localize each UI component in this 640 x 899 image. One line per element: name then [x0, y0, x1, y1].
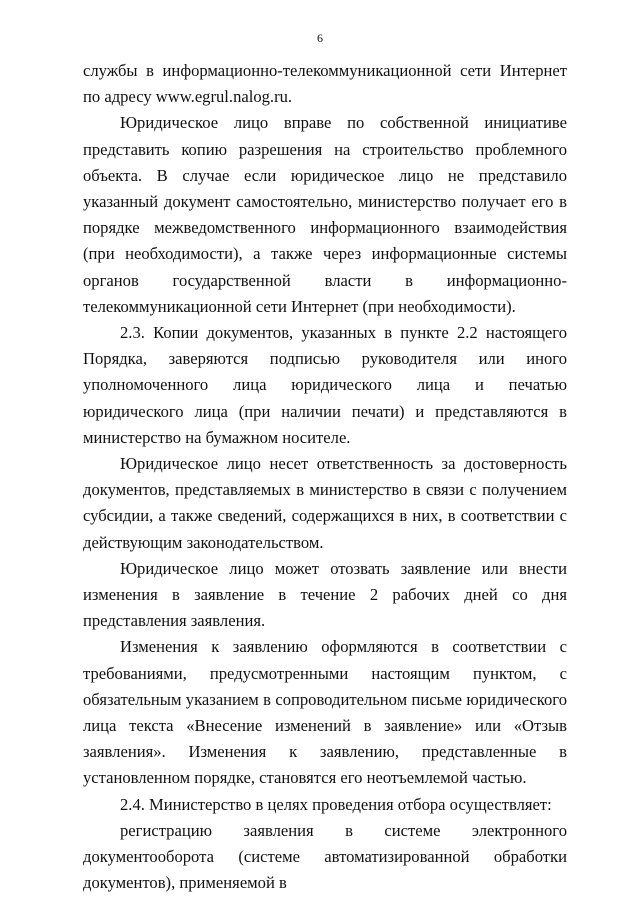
- paragraph-6: Изменения к заявлению оформляются в соответствии с требованиями, предусмотренными настоящим пунктом, с обязательным указанием в сопроводительном письме юридического лица текста «Внесение изменений в заявление» или «Отзыв заявления». Изменения к заявлению, представленные в установленном порядке, становятся его неотъемлемой частью.: [83, 637, 567, 788]
- paragraph-7: 2.4. Министерство в целях проведения отбора осуществляет:: [120, 794, 552, 814]
- page-number: 6: [317, 31, 323, 45]
- paragraph-3: 2.3. Копии документов, указанных в пункте 2.2 настоящего Порядка, заверяются подписью руководителя или иного уполномоченного лица юридического лица и печатью юридического лица (при наличии печати) и представляются в министерство на бумажном носителе.: [83, 323, 567, 447]
- paragraph-5: Юридическое лицо может отозвать заявление или внести изменения в заявление в течение 2 рабочих дней со дня представления заявления.: [83, 558, 567, 631]
- paragraph-4: Юридическое лицо несет ответственность за достоверность документов, представляемых в министерство в связи с получением субсидии, а также сведений, содержащихся в них, в соответствии с действующим законодательством.: [83, 454, 567, 552]
- document-body: [83, 58, 567, 897]
- paragraph-2: Юридическое лицо вправе по собственной инициативе представить копию разрешения на строительство проблемного объекта. В случае если юридическое лицо не представило указанный документ самостоятельно, министерство получает его в порядке межведомственного информационного взаимодействия (при необходимости), а также через информационные системы органов государственной власти в информационно-телекоммуникационной сети Интернет (при необходимости).: [83, 113, 567, 316]
- paragraph-8: регистрацию заявления в системе электронного документооборота (системе автоматизированной обработки документов), применяемой в: [83, 820, 567, 893]
- paragraph-1: службы в информационно-телекоммуникационной сети Интернет по адресу www.egrul.nalog.ru.: [83, 61, 567, 107]
